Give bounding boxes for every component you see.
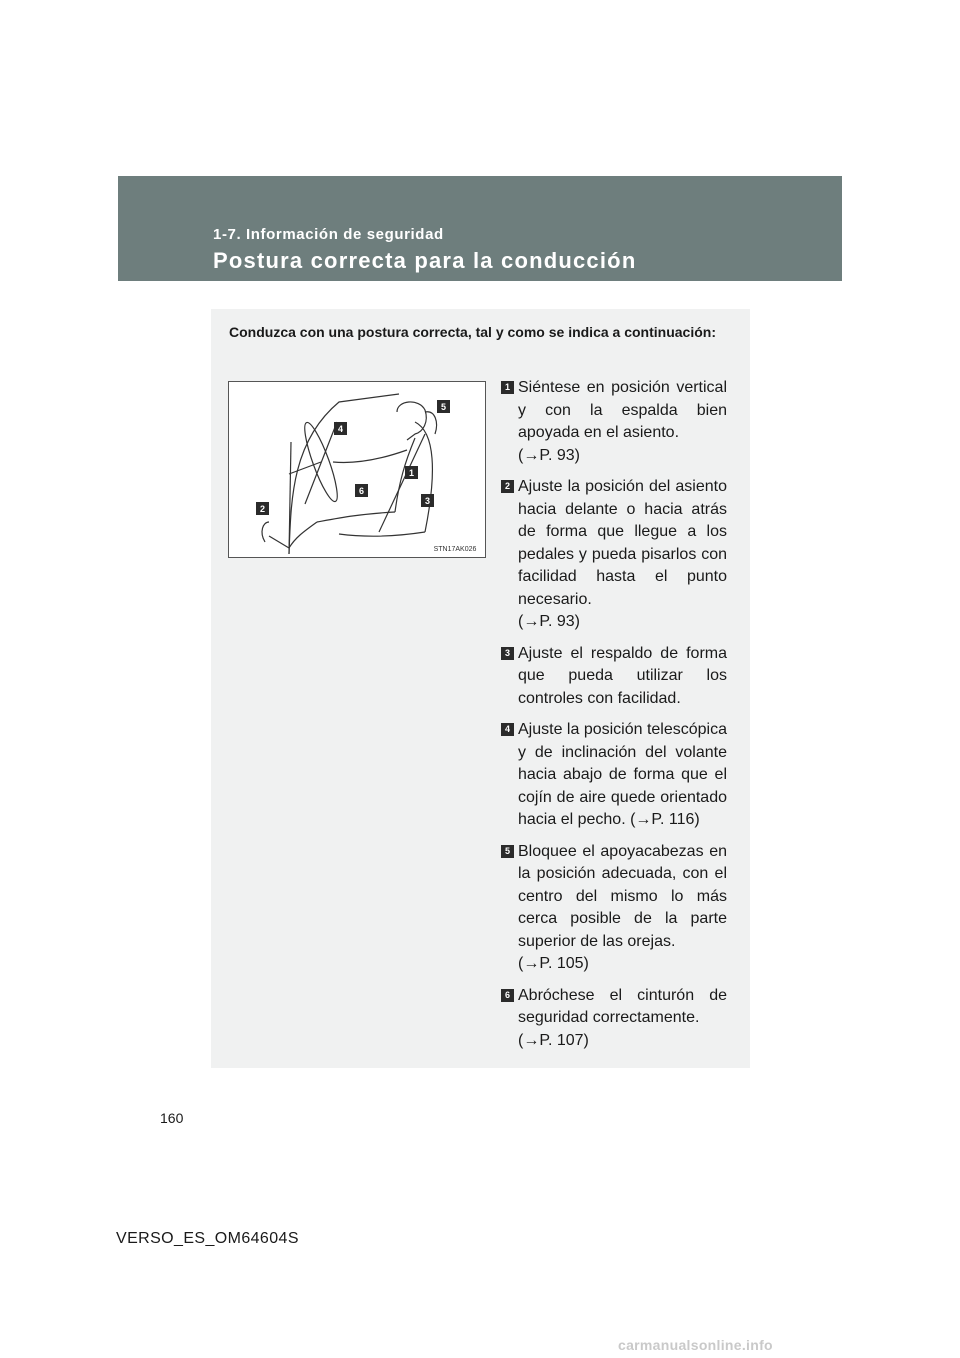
driver-head — [397, 402, 426, 440]
step-item — [500, 476, 727, 634]
step-item — [500, 719, 727, 832]
page-title: Postura correcta para la conducción — [213, 248, 637, 273]
driver-leg — [289, 522, 317, 548]
step-text: Ajuste la posición telescópica y de inclinación del volante hacia abajo de forma que el cojín de aire quede orientado hacia el pecho. (→P. 116) — [518, 721, 728, 828]
seat-cushion — [339, 532, 425, 536]
step-number-badge: 1 — [501, 381, 514, 394]
figure-callout-1: 1 — [408, 468, 415, 478]
driving-posture-illustration — [228, 381, 486, 558]
page-reference: (→P. 93) — [518, 613, 580, 630]
step-item — [500, 643, 727, 711]
driver-thigh — [317, 512, 395, 522]
step-text: Abróchese el cinturón de seguridad correctamente. — [518, 986, 727, 1026]
intro-text: Conduzca con una postura correcta, tal y como se indica a continuación: — [229, 324, 716, 340]
step-number-badge: 2 — [501, 480, 514, 493]
step-item — [500, 985, 727, 1053]
driver-seat-drawing — [229, 382, 485, 557]
driver-arm — [333, 450, 407, 463]
step-text: Siéntese en posición vertical y con la espalda bien apoyada en el asiento. — [518, 379, 727, 441]
page-reference: (→P. 93) — [518, 446, 580, 464]
figure-callout-5: 5 — [440, 402, 447, 412]
step-item — [500, 841, 727, 976]
figure-code: STN17AK026 — [433, 546, 477, 553]
posture-steps-list — [500, 377, 727, 1061]
page-reference: (→P. 105) — [518, 955, 589, 972]
step-item — [500, 377, 727, 467]
document-code: VERSO_ES_OM64604S — [116, 1230, 299, 1247]
step-number-badge: 4 — [501, 723, 514, 736]
step-text: Ajuste el respaldo de forma que pueda utilizar los controles con facilidad. — [518, 644, 727, 707]
page-number: 160 — [160, 1110, 184, 1126]
step-number-badge: 6 — [501, 989, 514, 1002]
step-text: Bloquee el apoyacabezas en la posición adecuada, con el centro del mismo lo más cerca posible de la parte superior de las orejas. — [518, 842, 727, 950]
section-label: 1-7. Información de seguridad — [213, 226, 444, 243]
step-number-badge: 3 — [501, 647, 514, 660]
page-reference: (→P. 107) — [518, 1031, 589, 1049]
figure-callout-4: 4 — [337, 424, 344, 434]
figure-callout-6: 6 — [358, 486, 365, 496]
seat-belt — [379, 434, 425, 532]
pedal — [262, 522, 269, 542]
watermark-link[interactable]: carmanualsonline.info — [618, 1337, 773, 1353]
step-text: Ajuste la posición del asiento hacia delante o hacia atrás de forma que llegue a los pedales y pueda pisarlos con facilidad hasta el punto necesario. — [518, 478, 727, 608]
figure-callout-2: 2 — [259, 504, 266, 514]
step-number-badge: 5 — [501, 845, 514, 858]
driver-foot — [269, 536, 289, 548]
figure-callout-3: 3 — [424, 496, 431, 506]
steering-wheel — [305, 422, 337, 504]
